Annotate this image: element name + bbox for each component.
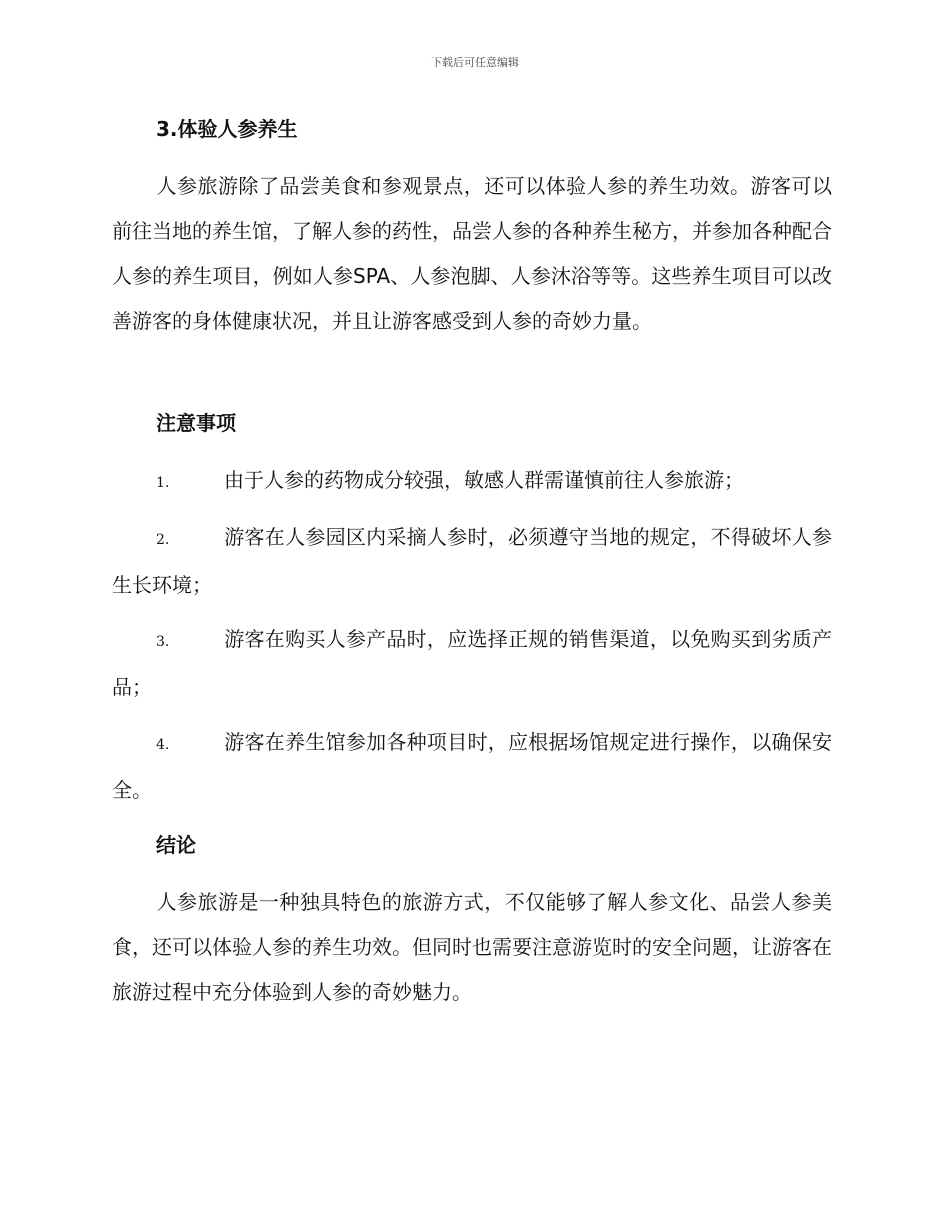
section-heading-ginseng-health: 3.体验人参养生	[156, 117, 298, 141]
section-paragraph-text: 人参旅游除了品尝美食和参观景点，还可以体验人参的养生功效。游客可以前往当地的养生馆，了解人参的药性，品尝人参的各种养生秘方，并参加各种配合人参的养生项目，例如人参SPA、人参泡脚、人参沐浴等等。这些养生项目可以改善游客的身体健康状况，并且让游客感受到人参的奇妙力量。	[112, 174, 832, 333]
note-text: 游客在人参园区内采摘人参时，必须遵守当地的规定，不得破坏人参生长环境；	[112, 525, 832, 597]
note-item-4	[112, 720, 832, 813]
note-number: 2.	[156, 532, 170, 548]
note-item-1	[112, 458, 832, 506]
note-text: 游客在养生馆参加各种项目时，应根据场馆规定进行操作，以确保安全。	[112, 730, 832, 802]
note-item-3	[112, 617, 832, 710]
conclusion-paragraph	[112, 880, 832, 1015]
note-text: 由于人参的药物成分较强，敏感人群需谨慎前往人参旅游；	[224, 468, 744, 492]
conclusion-heading: 结论	[156, 833, 196, 857]
note-number: 4.	[156, 737, 170, 753]
conclusion-paragraph-text: 人参旅游是一种独具特色的旅游方式，不仅能够了解人参文化、品尝人参美食，还可以体验人参的养生功效。但同时也需要注意游览时的安全问题，让游客在旅游过程中充分体验到人参的奇妙魅力。	[112, 890, 832, 1004]
page-header: 下载后可任意编辑	[431, 56, 519, 69]
notes-heading: 注意事项	[156, 411, 236, 435]
note-text: 游客在购买人参产品时，应选择正规的销售渠道，以免购买到劣质产品；	[112, 627, 832, 699]
note-number: 3.	[156, 634, 170, 650]
note-item-2	[112, 515, 832, 608]
section-paragraph	[112, 164, 832, 344]
note-number: 1.	[156, 475, 170, 491]
